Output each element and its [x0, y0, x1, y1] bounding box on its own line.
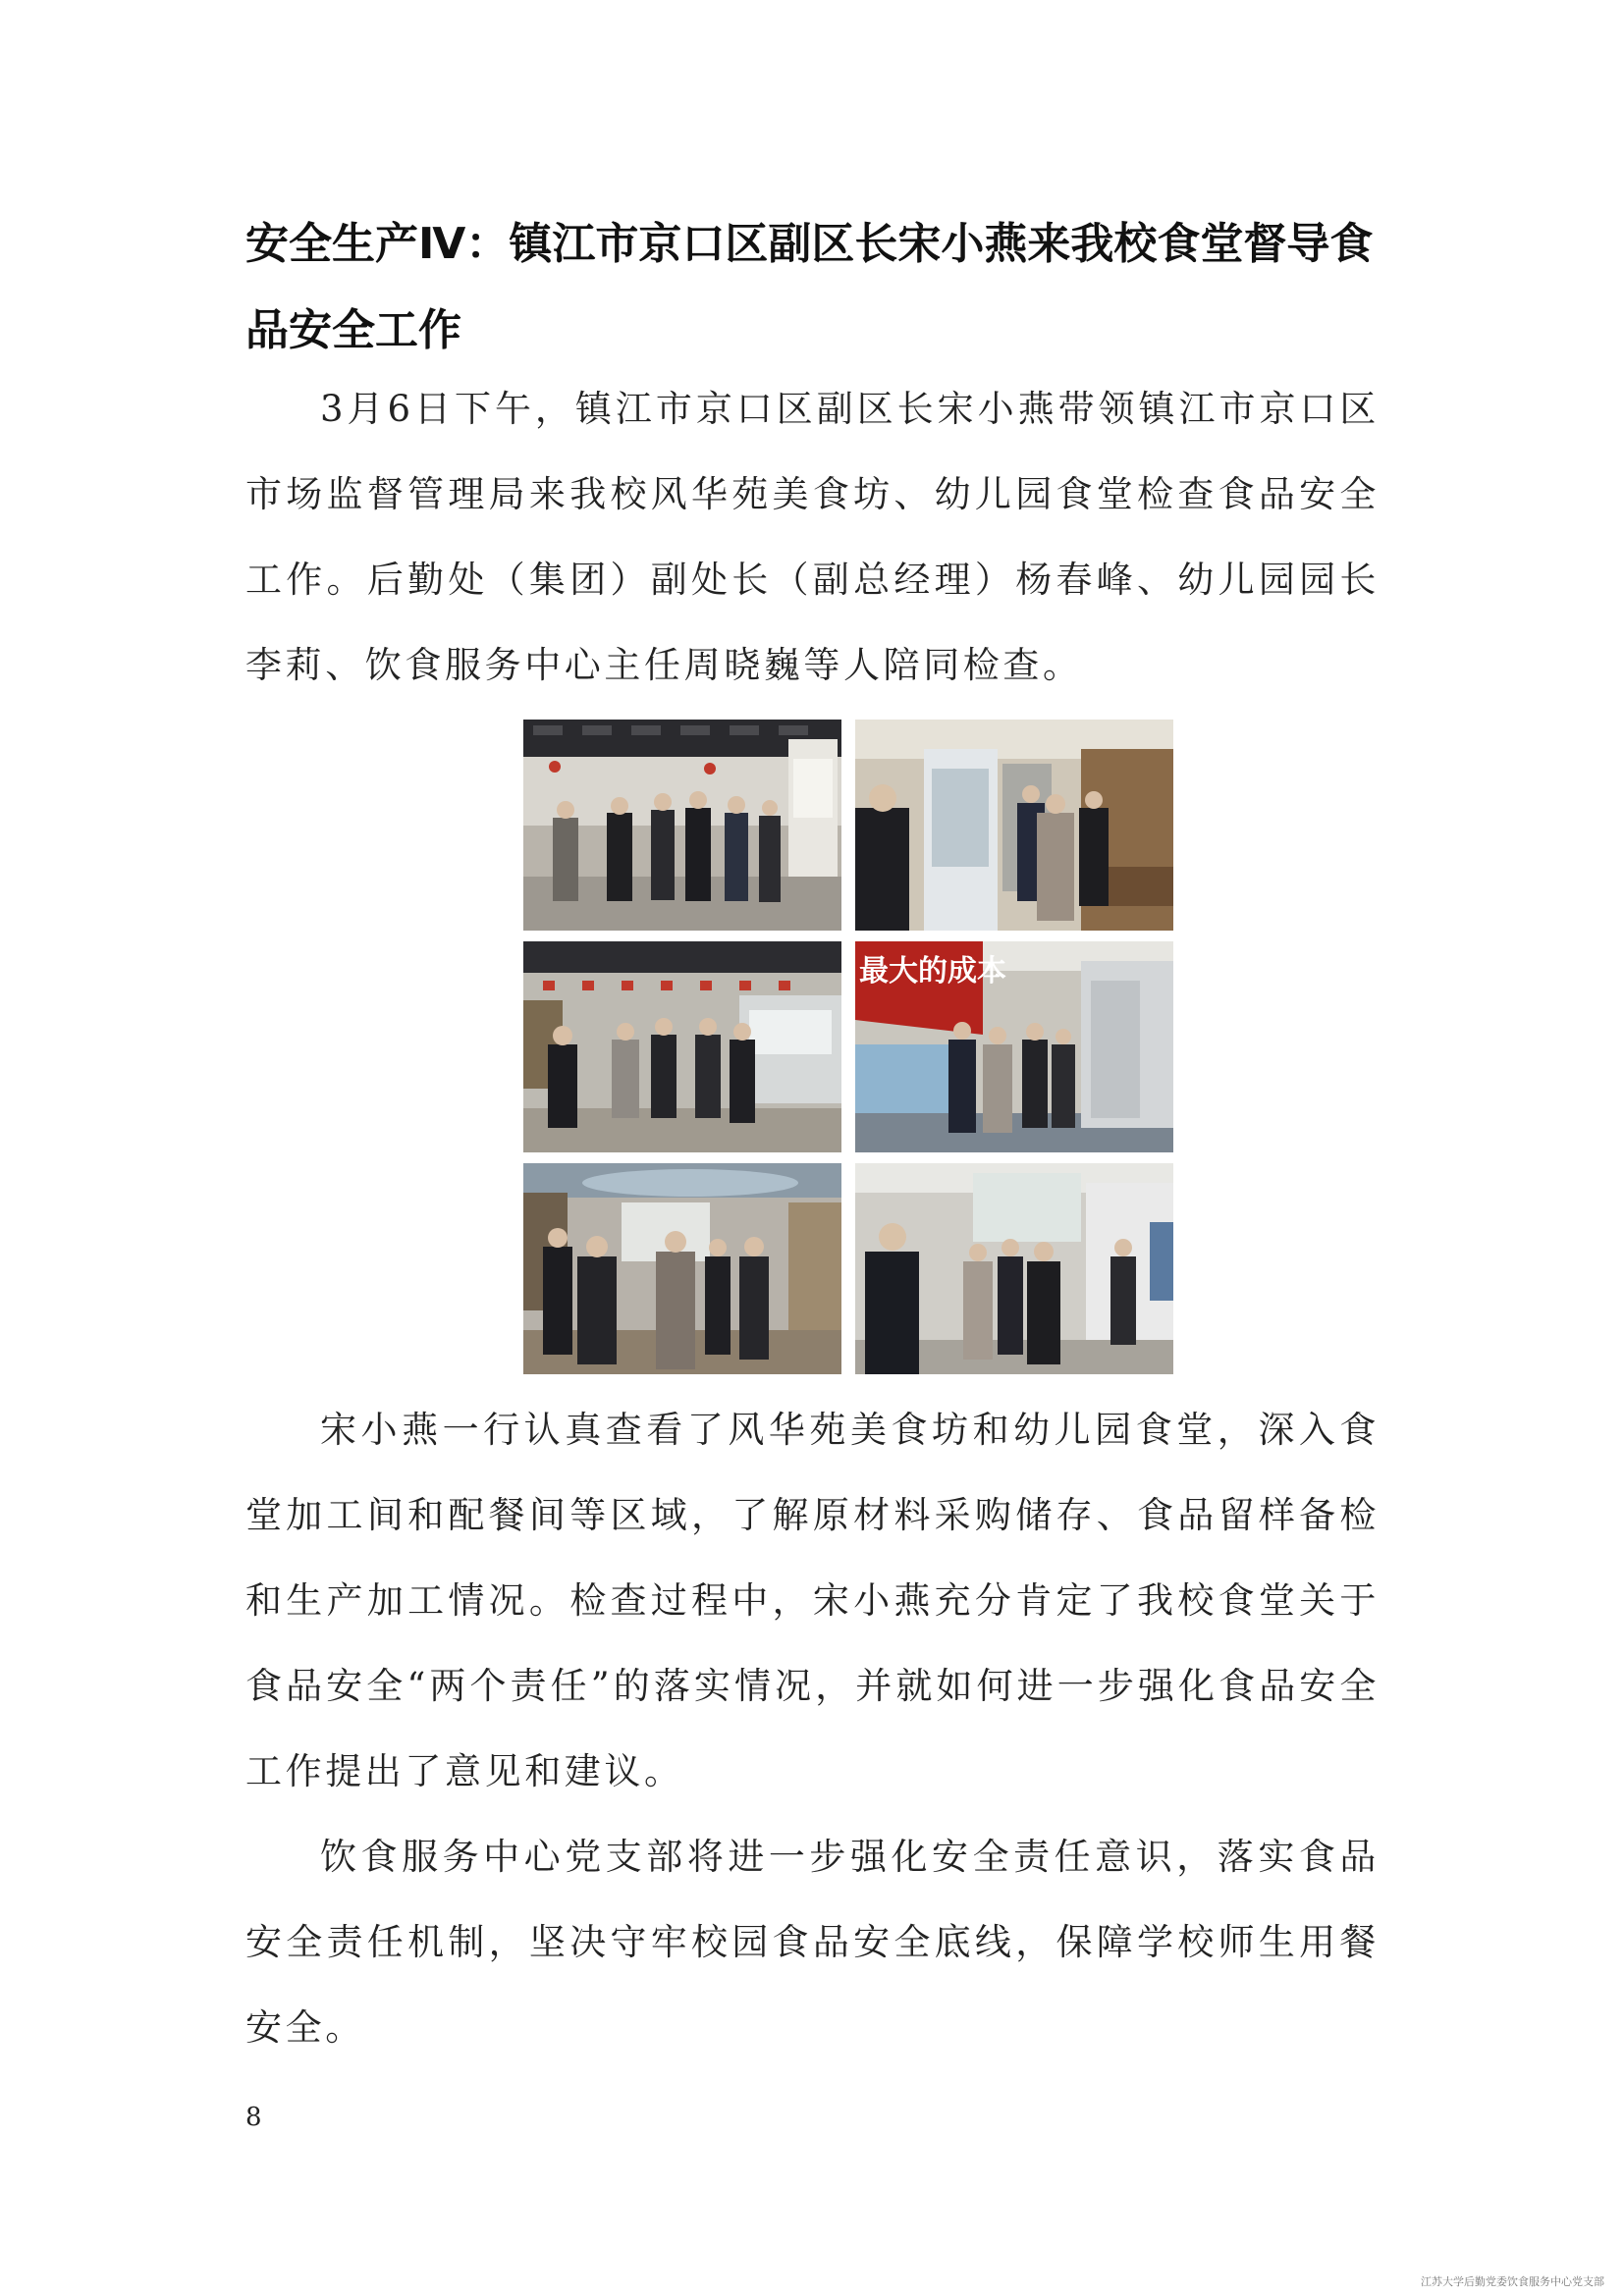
page-number: 8	[245, 2103, 262, 2132]
photo-canteen-hall-2	[523, 941, 841, 1152]
photo-kitchen-banner	[855, 941, 1173, 1152]
paragraph-commitment: 饮食服务中心党支部将进一步强化安全责任意识，落实食品安全责任机制，坚决守牢校园食品安全底线，保障学校师生用餐安全。	[245, 1836, 1380, 2049]
photo-prep-room	[855, 1163, 1173, 1374]
photo-canteen-hall-1	[523, 720, 841, 931]
photo-kindergarten-hallway	[523, 1163, 841, 1374]
paragraph-inspection: 宋小燕一行认真查看了风华苑美食坊和幼儿园食堂，深入食堂加工间和配餐间等区域，了解原材料采购储存、食品留样备检和生产加工情况。检查过程中，宋小燕充分肯定了我校食堂关于食品安全“两个责任”的落实情况，并就如何进一步强化食品安全工作提出了意见和建议。	[245, 1409, 1380, 1792]
paragraph-intro: 3月6日下午，镇江市京口区副区长宋小燕带领镇江市京口区市场监督管理局来我校风华苑美食坊、幼儿园食堂检查食品安全工作。后勤处（集团）副处长（副总经理）杨春峰、幼儿园园长李莉、饮食服务中心主任周晓巍等人陪同检查。	[245, 388, 1380, 686]
footer-watermark: 江苏大学后勤党委饮食服务中心党支部	[1421, 2275, 1604, 2288]
article-title: 安全生产Ⅳ：镇江市京口区副区长宋小燕来我校食堂督导食品安全工作	[245, 219, 1374, 355]
photo-storage-room	[855, 720, 1173, 931]
photo-collage	[523, 720, 1173, 1374]
banner-text: 最大的成本	[859, 954, 1006, 988]
